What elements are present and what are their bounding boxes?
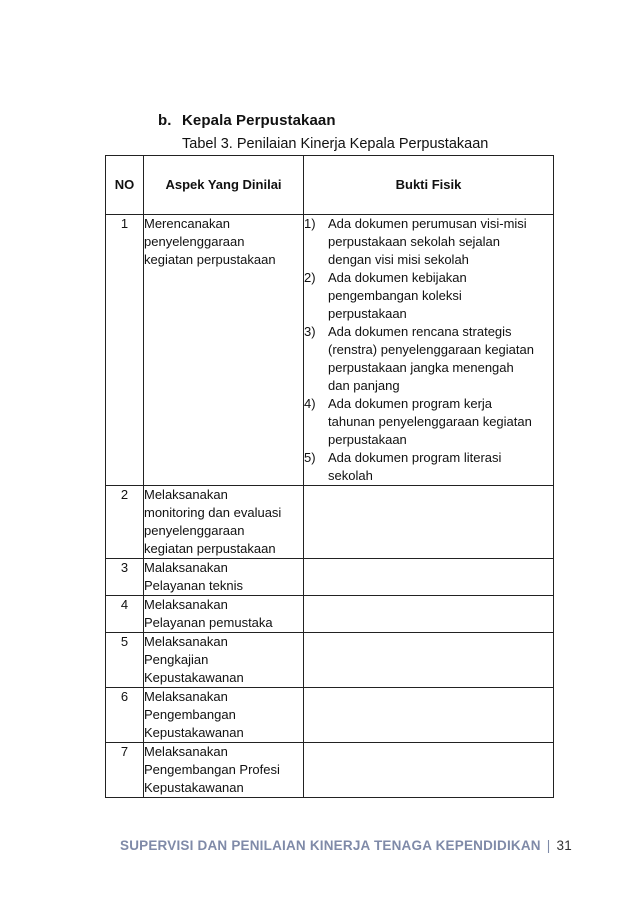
section-heading xyxy=(158,112,336,129)
aspek-line: Merencanakan xyxy=(144,216,230,231)
aspek-line: Melaksanakan xyxy=(144,744,228,759)
evidence-item xyxy=(304,215,553,269)
page-footer xyxy=(120,838,572,853)
aspek-cell xyxy=(144,633,304,688)
table-row xyxy=(106,743,554,798)
evidence-text xyxy=(328,449,553,485)
bukti-cell xyxy=(304,215,554,486)
bukti-cell xyxy=(304,743,554,798)
evidence-line: perpustakaan xyxy=(328,432,407,447)
aspek-line: Pengembangan xyxy=(144,707,236,722)
performance-table xyxy=(105,155,554,798)
evidence-text xyxy=(328,215,553,269)
aspek-line: penyelenggaraan xyxy=(144,523,245,538)
aspek-cell xyxy=(144,688,304,743)
aspek-cell xyxy=(144,743,304,798)
table-row xyxy=(106,633,554,688)
section-letter: b. xyxy=(158,112,172,129)
evidence-line: dengan visi misi sekolah xyxy=(328,252,469,267)
aspek-line: Melaksanakan xyxy=(144,597,228,612)
bukti-cell xyxy=(304,486,554,559)
header-aspek: Aspek Yang Dinilai xyxy=(144,156,304,215)
evidence-number: 4) xyxy=(304,396,316,411)
evidence-item xyxy=(304,395,553,449)
evidence-line: (renstra) penyelenggaraan kegiatan xyxy=(328,342,534,357)
evidence-line: pengembangan koleksi xyxy=(328,288,462,303)
bukti-cell xyxy=(304,559,554,596)
evidence-line: Ada dokumen perumusan visi-misi xyxy=(328,216,527,231)
footer-separator: | xyxy=(546,838,551,853)
header-no: NO xyxy=(106,156,144,215)
aspek-line: Melaksanakan xyxy=(144,634,228,649)
aspek-line: Kepustakawanan xyxy=(144,780,244,795)
aspek-line: Melaksanakan xyxy=(144,689,228,704)
bukti-cell xyxy=(304,596,554,633)
evidence-line: dan panjang xyxy=(328,378,400,393)
table-row xyxy=(106,559,554,596)
table-body xyxy=(106,215,554,798)
aspek-line: penyelenggaraan xyxy=(144,234,245,249)
evidence-item xyxy=(304,449,553,485)
row-number: 1 xyxy=(106,215,144,486)
aspek-line: Pelayanan teknis xyxy=(144,578,244,593)
aspek-line: Malaksanakan xyxy=(144,560,228,575)
aspek-line: Kepustakawanan xyxy=(144,725,244,740)
section-title: Kepala Perpustakaan xyxy=(182,112,336,129)
evidence-text xyxy=(328,269,553,323)
row-number: 4 xyxy=(106,596,144,633)
table-row xyxy=(106,215,554,486)
evidence-line: Ada dokumen program kerja xyxy=(328,396,493,411)
aspek-line: kegiatan perpustakaan xyxy=(144,541,276,556)
evidence-line: Ada dokumen kebijakan xyxy=(328,270,467,285)
evidence-item xyxy=(304,269,553,323)
bukti-cell xyxy=(304,688,554,743)
evidence-line: tahunan penyelenggaraan kegiatan xyxy=(328,414,532,429)
evidence-line: Ada dokumen program literasi xyxy=(328,450,502,465)
evidence-line: perpustakaan xyxy=(328,306,407,321)
table-row xyxy=(106,486,554,559)
aspek-line: Pengkajian xyxy=(144,652,209,667)
evidence-item xyxy=(304,323,553,395)
row-number: 5 xyxy=(106,633,144,688)
aspek-line: monitoring dan evaluasi xyxy=(144,505,282,520)
evidence-text xyxy=(328,395,553,449)
aspek-line: Melaksanakan xyxy=(144,487,228,502)
evidence-line: sekolah xyxy=(328,468,373,483)
aspek-cell xyxy=(144,486,304,559)
table-row xyxy=(106,688,554,743)
footer-title: SUPERVISI DAN PENILAIAN KINERJA TENAGA KEPENDIDIKAN xyxy=(120,838,541,853)
table-header-row xyxy=(106,156,554,215)
evidence-line: perpustakaan jangka menengah xyxy=(328,360,514,375)
page-number: 31 xyxy=(556,838,572,853)
header-bukti: Bukti Fisik xyxy=(304,156,554,215)
aspek-line: Pengembangan Profesi xyxy=(144,762,280,777)
row-number: 7 xyxy=(106,743,144,798)
evidence-number: 3) xyxy=(304,324,316,339)
row-number: 3 xyxy=(106,559,144,596)
row-number: 2 xyxy=(106,486,144,559)
aspek-line: Pelayanan pemustaka xyxy=(144,615,273,630)
evidence-line: perpustakaan sekolah sejalan xyxy=(328,234,501,249)
aspek-cell xyxy=(144,215,304,486)
bukti-cell xyxy=(304,633,554,688)
aspek-line: Kepustakawanan xyxy=(144,670,244,685)
evidence-number: 2) xyxy=(304,270,316,285)
table-row xyxy=(106,596,554,633)
aspek-cell xyxy=(144,596,304,633)
row-number: 6 xyxy=(106,688,144,743)
evidence-number: 5) xyxy=(304,450,316,465)
evidence-text xyxy=(328,323,553,395)
evidence-line: Ada dokumen rencana strategis xyxy=(328,324,512,339)
aspek-line: kegiatan perpustakaan xyxy=(144,252,276,267)
evidence-number: 1) xyxy=(304,216,316,231)
table-caption: Tabel 3. Penilaian Kinerja Kepala Perpustakaan xyxy=(182,136,489,152)
aspek-cell xyxy=(144,559,304,596)
